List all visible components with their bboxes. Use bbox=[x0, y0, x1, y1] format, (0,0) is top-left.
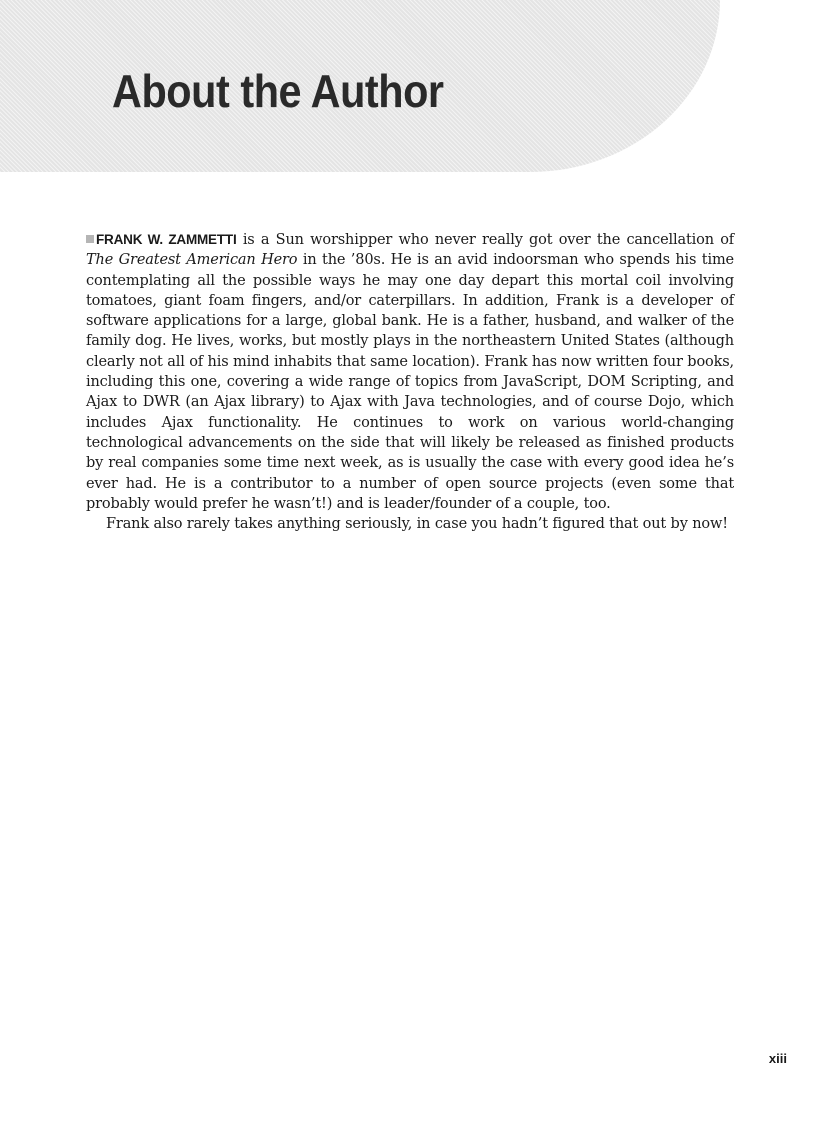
show-title: The Greatest American Hero bbox=[86, 252, 298, 269]
bio-text-1a: is a Sun worshipper who never really got over the cancellation of bbox=[236, 232, 734, 248]
bio-paragraph-2: Frank also rarely takes anything seriously, in case you hadn’t figured that out by now! bbox=[106, 516, 728, 533]
author-bio bbox=[86, 230, 734, 534]
bullet-square-icon bbox=[86, 235, 94, 243]
page-number: xiii bbox=[768, 1051, 787, 1066]
author-name: FRANK W. ZAMMETTI bbox=[96, 232, 237, 247]
bio-text-1b: in the ’80s. He is an avid indoorsman who spends his time contemplating all the possible ways he may one day depart this mortal coil involving tomatoes, giant foam fingers, and/or caterpillars. In addition, Frank is a developer of software applications for a large, global bank. He is a father, husband, and walker of the family dog. He lives, works, but mostly plays in the northeastern United States (although clearly not all of his mind inhabits that same location). Frank has now written four books, including this one, covering a wide range of topics from JavaScript, DOM Scripting, and Ajax to DWR (an Ajax library) to Ajax with Java technologies, and of course Dojo, which includes Ajax functionality. He continues to work on various world-changing technological advancements on the side that will likely be released as finished products by real companies some time next week, as is usually the case with every good idea he’s ever had. He is a contributor to a number of open source projects (even some that probably would prefer he wasn’t!) and is leader/founder of a couple, too. bbox=[86, 252, 734, 512]
bio-paragraph-1 bbox=[86, 230, 734, 514]
chapter-title: About the Author bbox=[112, 65, 444, 117]
